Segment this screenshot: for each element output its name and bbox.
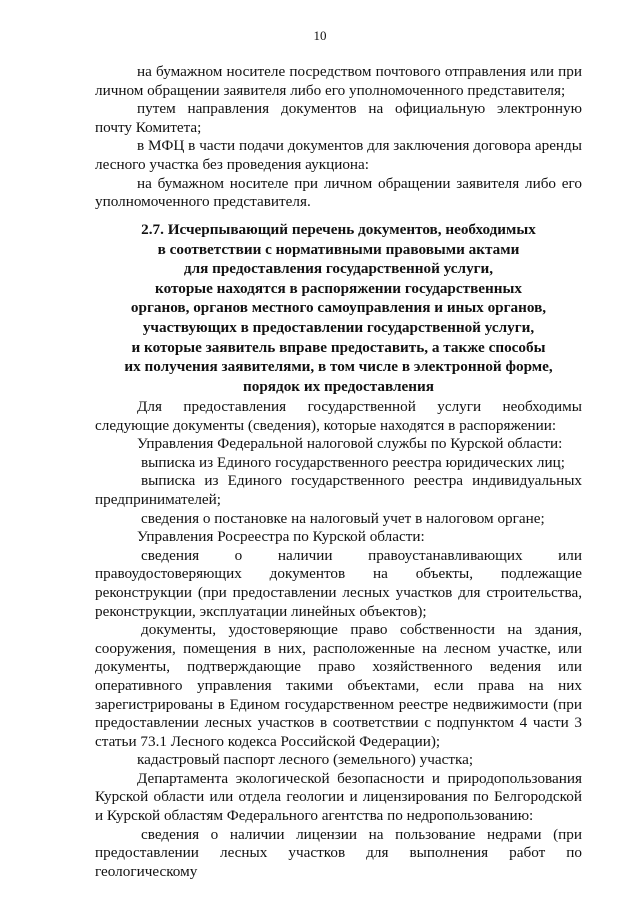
body-text-block [95, 398, 582, 881]
paragraph: на бумажном носителе при личном обращении заявителя либо его уполномоченного представителя. [95, 174, 582, 211]
heading-line: порядок их предоставления [243, 377, 434, 395]
page-number: 10 [313, 28, 327, 43]
paragraph: Для предоставления государственной услуги необходимы следующие документы (сведения), которые находятся в распоряжении: [95, 398, 582, 434]
heading-line: и которые заявитель вправе предоставить, а также способы [131, 338, 546, 356]
heading-line: в соответствии с нормативными правовыми актами [157, 240, 520, 258]
heading-line: органов, органов местного самоуправления и иных органов, [130, 299, 547, 317]
paragraph: выписка из Единого государственного реестра индивидуальных предпринимателей; [95, 472, 582, 508]
paragraph: выписка из Единого государственного реестра юридических лиц; [141, 453, 565, 471]
paragraph: кадастровый паспорт лесного (земельного) участка; [137, 751, 474, 769]
heading-line: 2.7. Исчерпывающий перечень документов, необходимых [141, 221, 536, 238]
heading-line: которые находятся в распоряжении государственных [155, 279, 522, 297]
heading-line: для предоставления государственной услуги, [183, 260, 494, 278]
paragraph: сведения о постановке на налоговый учет в налоговом органе; [141, 509, 545, 527]
section-heading [95, 220, 582, 396]
paragraph: Управления Федеральной налоговой службы по Курской области: [137, 435, 563, 453]
paragraph: Департамента экологической безопасности и природопользования Курской области или отдела геологии и лицензирования по Белгородской и Курской областям Федерального агентства по недропользованию: [95, 769, 582, 825]
paragraph: на бумажном носителе посредством почтового отправления или при личном обращении заявителя либо его уполномоченного представителя; [95, 63, 582, 99]
paragraph: Управления Росреестра по Курской области: [137, 528, 425, 546]
heading-line: участвующих в предоставлении государственной услуги, [142, 318, 535, 336]
heading-line: их получения заявителями, в том числе в электронной форме, [124, 358, 553, 376]
paragraph: путем направления документов на официальную электронную почту Комитета; [95, 100, 582, 136]
paragraph: в МФЦ в части подачи документов для заключения договора аренды лесного участка без проведения аукциона: [95, 137, 582, 173]
paragraph: документы, удостоверяющие право собственности на здания, сооружения, помещения в них, расположенные на лесном участке, или документы, подтверждающие право хозяйственного ведения или оперативного управления такими объектами, если права на них зарегистрированы в Едином государственном реестре недвижимости (при предоставлении лесных участков в соответствии с подпунктом 4 части 3 статьи 73.1 Лесного кодекса Российской Федерации); [95, 621, 582, 750]
paragraph: сведения о наличии правоустанавливающих или правоудостоверяющих документов на объекты, подлежащие реконструкции (при предоставлении лесных участков для строительства, реконструкции, эксплуатации линейных объектов); [95, 546, 582, 620]
top-text-block [95, 63, 582, 212]
paragraph: сведения о наличии лицензии на пользование недрами (при предоставлении лесных участков для выполнения работ по геологическому [95, 825, 582, 880]
